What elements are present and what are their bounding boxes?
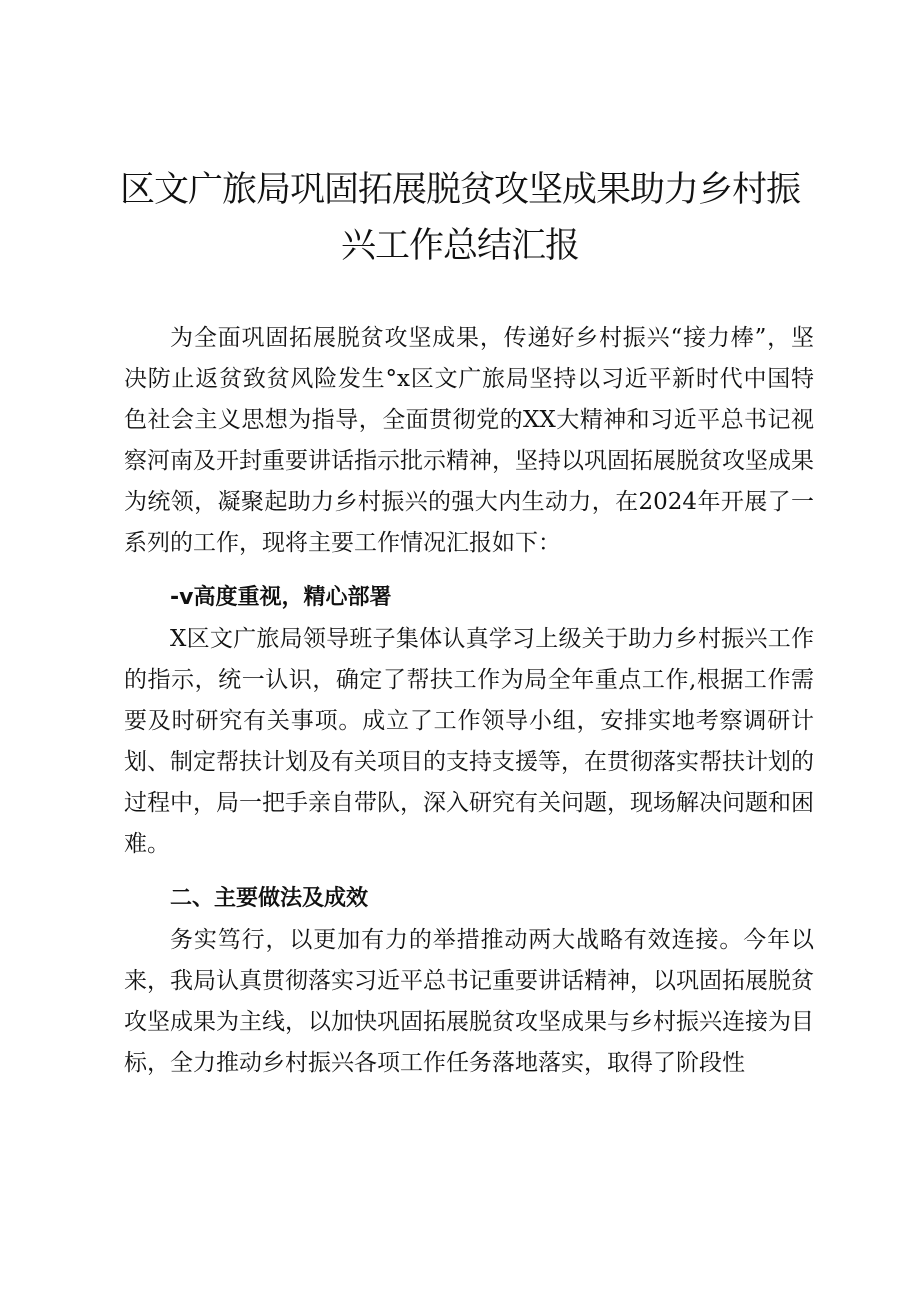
document-title-line-2: 兴工作总结汇报 — [340, 226, 579, 266]
section-heading-2: 二、主要做法及成效 — [170, 886, 369, 911]
section-1-paragraph: X区文广旅局领导班子集体认真学习上级关于助力乡村振兴工作的指示，统一认识，确定了帮扶工作为局全年重点工作,根据工作需要及时研究有关事项。成立了工作领导小组，安排实地考察调研计划、制定帮扶计划及有关项目的支持支援等，在贯彻落实帮扶计划的过程中，局一把手亲自带队，深入研究有关问题，现场解决问题和困难。 — [124, 626, 814, 857]
intro-paragraph: 为全面巩固拓展脱贫攻坚成果，传递好乡村振兴“接力棒”，坚决防止返贫致贫风险发生°x区文广旅局坚持以习近平新时代中国特色社会主义思想为指导，全面贯彻党的XX大精神和习近平总书记视察河南及开封重要讲话指示批示精神，坚持以巩固拓展脱贫攻坚成果为统领，凝聚起助力乡村振兴的强大内生动力，在2024年开展了一系列的工作，现将主要工作情况汇报如下： — [124, 325, 814, 556]
section-2-paragraph: 务实笃行，以更加有力的举措推动两大战略有效连接。今年以来，我局认真贯彻落实习近平总书记重要讲话精神，以巩固拓展脱贫攻坚成果为主线，以加快巩固拓展脱贫攻坚成果与乡村振兴连接为目标，全力推动乡村振兴各项工作任务落地落实，取得了阶段性 — [124, 927, 814, 1076]
section-heading-1: -v高度重视，精心部署 — [170, 585, 392, 610]
document-title-line-1: 区文广旅局巩固拓展脱贫攻坚成果助力乡村振 — [119, 170, 800, 210]
